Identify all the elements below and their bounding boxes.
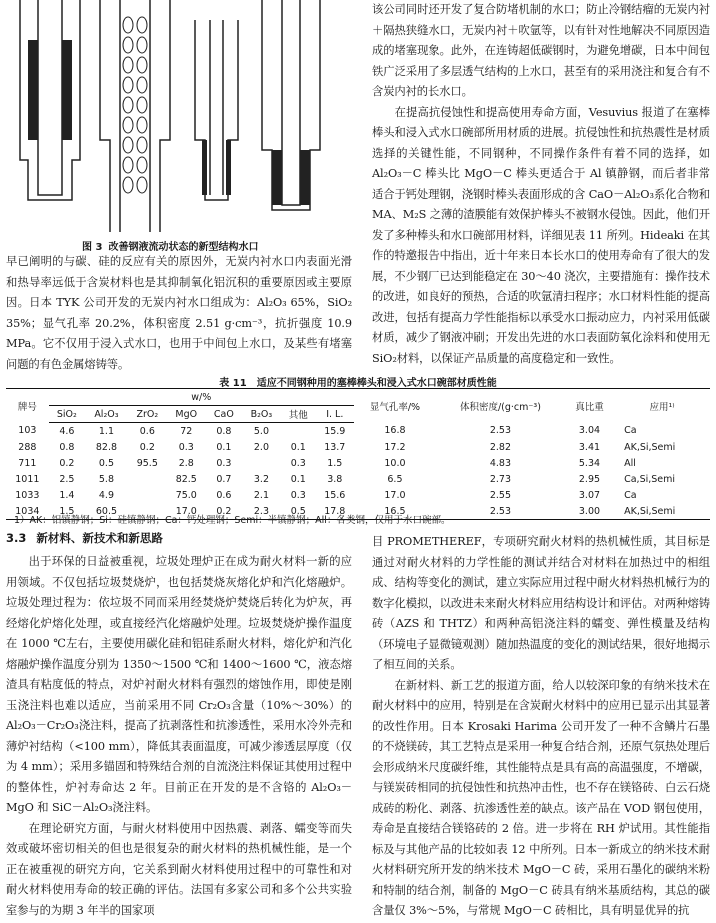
- table-cell: 4.6: [59, 425, 75, 437]
- header-b2o3: B₂O₃: [242, 406, 281, 423]
- table-cell: 0.2: [59, 457, 75, 469]
- table-title: 表 11 适应不同钢种用的塞棒棒头和浸入式水口碗部材质性能: [219, 378, 497, 389]
- header-density: 体积密度/(g·cm⁻³): [436, 389, 565, 423]
- table-cell: 2.0: [253, 441, 269, 453]
- table-cell: 5.8: [98, 473, 114, 485]
- header-sio2: SiO₂: [49, 406, 85, 423]
- table-cell: 1.1: [98, 425, 114, 437]
- figure-caption-text: 改善钢液流动状态的新型结构水口: [108, 242, 259, 253]
- table-row: [6, 423, 710, 440]
- section-number: 3.3: [6, 531, 27, 545]
- table-row: [6, 439, 710, 455]
- header-cao: CaO: [206, 406, 242, 423]
- table-cell: 0.3: [290, 489, 306, 501]
- table-row: [6, 455, 710, 471]
- table-cell: 2.53: [489, 425, 511, 437]
- paragraph: 该公司同时还开发了复合防堵机制的水口；防止冷钢结瘤的无炭内衬＋隔热狭缝水口，无炭内衬＋吹氩等，以有针对性地解决不同原因造成的堵塞现象。此外，在连铸超低碳钢时，为避免增碳，日本中间包铁广泛采用了多层透气结构的上水口，甚至有的采用浇注和复合有不含炭内衬的长水口。: [372, 3, 710, 98]
- header-other: 其他: [281, 406, 316, 423]
- table-cell: 0.5: [281, 503, 316, 520]
- table-cell: 2.73: [489, 473, 511, 485]
- figure-caption: [82, 238, 264, 253]
- table-cell: 17.2: [384, 441, 406, 453]
- table-cell: 103: [18, 425, 37, 437]
- table-cell: 288: [18, 441, 37, 453]
- table-cell: 82.5: [175, 473, 197, 485]
- table-cell: [242, 455, 281, 471]
- table-cell: 2.8: [178, 457, 194, 469]
- table-cell: AK,Si,Semi: [624, 441, 676, 453]
- table-footnote: 1）AK：铝镇静钢；Si：硅镇静钢；Ca：钙处理钢；Semi：半镇静钢；All：各类钢，仅用于水口碗部。: [14, 515, 451, 526]
- header-il: I. L.: [316, 406, 354, 423]
- table-cell: 0.3: [178, 441, 194, 453]
- table-cell: [281, 423, 316, 440]
- table-cell: 5.0: [253, 425, 269, 437]
- table-cell: 10.0: [384, 457, 406, 469]
- right-column-top: [372, 0, 710, 369]
- paragraph: 在提高抗侵蚀性和提高使用寿命方面，Vesuvius 报道了在塞棒棒头和浸入式水口碗部所用材质的进展。抗侵蚀性和抗热震性是材质选择的关键性能，不同钢种，不同操作条件有着不同的选择，如 Al₂O₃－C 棒头比 MgO－C 棒头更适合于 Al 镇静钢，而后者非常适合于钙处理钢，浇钢时棒头表面形成的含 CaO－Al₂O₃系化合物和 MA、M₂S 之薄的渣膜能有效保护棒头不被钢水侵蚀。因此，他们开发了多种棒头和水口碗部用材料，详细见表 11 所列。Hideaki 在其作的特邀报告中指出，近十年来日本长水口的使用寿命有了很大的发展，不少钢厂已达到能稳定在 30～40 浇次，主要措施有：操作技术的改进，如良好的预热，合适的吹氩清扫程序；水口材料性能的提高改进，包括有提高力学性能指标以承受水口振动应力，内衬采用低碳材质，减少了钢液冲刷；开发出先进的水口表面防氧化涂料和使用无 SiO₂材料，以保证产品质量的高度稳定和一致性。: [372, 105, 710, 365]
- table-cell: 5.34: [578, 457, 601, 469]
- table-cell: 1.4: [59, 489, 75, 501]
- header-al2o3: Al₂O₃: [85, 406, 128, 423]
- table-row: [6, 487, 710, 503]
- table-cell: [128, 471, 167, 487]
- nozzle-diagram: [10, 0, 355, 232]
- table-cell: 60.5: [85, 503, 128, 520]
- figure-number: 图 3: [82, 242, 103, 253]
- table-cell: 1.5: [327, 457, 343, 469]
- header-porosity: 显气孔率/%: [354, 389, 436, 423]
- paragraph: 在新材料、新工艺的报道方面，给人以较深印象的有纳米技术在耐火材料中的应用，特别是在含炭耐火材料中的应用已显示出其显著的改性作用。日本 Krosaki Harima 公司开发了一种不含鳞片石墨的不烧镁砖，其工艺特点是采用一种复合结合剂，还原气氛热处理后会形成纳米尺度碳纤维，其性能特点是具有高的高温强度，不增碳，与镁炭砖相同的抗侵蚀性和抗热冲击性，也不存在镁铬砖、白云石烧成砖的粉化、剥落、抗渗透性差的缺点。该产品在 VOD 钢包使用，寿命是直接结合镁铬砖的 2 倍。进一步将在 RH 炉试用。其性能指标及与其他产品的比较如表 12 中所列。日本一新成立的纳米技术耐火材料研究所开发的纳米技术 MgO－C 砖，采用石墨化的碳纳米粉和特制的结合剂，制备的 MgO－C 砖具有纳米基质结构，其总的碳含量仅 3%～5%，与常规 MgO－C 砖相比，具有明显优异的抗: [372, 678, 710, 917]
- table-cell: Ca: [624, 489, 637, 501]
- table-cell: 3.04: [578, 425, 601, 437]
- header-zro2: ZrO₂: [128, 406, 167, 423]
- table-cell: [128, 487, 167, 503]
- table-cell: 15.6: [324, 489, 346, 501]
- header-brand: 牌号: [6, 389, 49, 423]
- table-cell: 17.0: [384, 489, 406, 501]
- table-cell: 0.6: [216, 489, 232, 501]
- table-cell: 6.5: [387, 473, 403, 485]
- table-cell: 0.1: [290, 441, 306, 453]
- figure-3-drawing: [10, 0, 355, 232]
- table-cell: 15.9: [324, 425, 346, 437]
- table-cell: 711: [18, 457, 37, 469]
- table-cell: 2.82: [489, 441, 511, 453]
- table-cell: 2.53: [436, 503, 565, 520]
- section-title: 新材料、新技术和新思路: [36, 531, 163, 545]
- table-cell: 0.2: [206, 503, 242, 520]
- left-column-bottom: [6, 552, 352, 921]
- table-cell: 13.7: [324, 441, 346, 453]
- table-cell: 4.9: [98, 489, 114, 501]
- table-cell: 75.0: [175, 489, 197, 501]
- table-cell: 82.8: [95, 441, 118, 453]
- header-w-percent: w/%: [49, 389, 354, 406]
- material-table: [6, 388, 710, 520]
- paragraph: 在理论研究方面，与耐火材料使用中因热震、剥落、蠕变等而失效或破坏密切相关的但也是很复杂的耐火材料的热机械性能，是一个正在被重视的研究方向，它关系到耐火材料使用过程中的可靠性和对耐火材料使用寿命的较正确的评估。法国有多家公司和多个公共实验室参与的为期 3 年半的国家项: [6, 821, 352, 917]
- table-cell: 1034: [6, 503, 49, 520]
- table-cell: 2.95: [578, 473, 601, 485]
- table-cell: 0.2: [139, 441, 155, 453]
- table-cell: All: [624, 457, 636, 469]
- table-cell: 16.5: [354, 503, 436, 520]
- table-cell: 72: [180, 425, 193, 437]
- table-row: [6, 471, 710, 487]
- table-cell: 2.1: [253, 489, 269, 501]
- table-cell: 1.5: [49, 503, 85, 520]
- table-cell: 1011: [15, 473, 40, 485]
- right-column-bottom: [372, 532, 710, 922]
- table-cell: 16.8: [384, 425, 406, 437]
- header-mgo: MgO: [167, 406, 206, 423]
- table-cell: 3.07: [578, 489, 601, 501]
- table-cell: 2.55: [489, 489, 511, 501]
- table-cell: 3.41: [578, 441, 601, 453]
- table-cell: AK,Si,Semi: [614, 503, 710, 520]
- header-specific-gravity: 真比重: [565, 389, 614, 423]
- table-cell: Ca,Si,Semi: [624, 473, 676, 485]
- table-cell: 2.5: [59, 473, 75, 485]
- table-cell: 4.83: [489, 457, 511, 469]
- table-cell: 0.6: [139, 425, 155, 437]
- table-cell: 0.1: [290, 473, 306, 485]
- table-cell: 0.3: [216, 457, 232, 469]
- table-cell: 0.3: [290, 457, 306, 469]
- table-cell: 95.5: [136, 457, 158, 469]
- table-cell: 2.3: [242, 503, 281, 520]
- left-column-top: [6, 252, 352, 375]
- table-cell: Ca: [624, 425, 637, 437]
- paragraph: 目 PROMETHEREF，专项研究耐火材料的热机械性质，其目标是通过对耐火材料的力学性能的测试并结合对材料在加热过中的相组成、结构等变化的测试，建立实际应用过程中耐火材料热机械行为的数字化模拟，以改进未来耐火材料应用结构设计和评估。对两种熔铸砖（AZS 和 THTZ）和两种高铝浇注料的蠕变、弹性模量及结构（环境电子显微镜观测）随加热温度的变化的测试结果，很好地揭示了相互间的关系。: [372, 535, 710, 671]
- table-cell: 0.5: [98, 457, 114, 469]
- header-application: 应用¹⁾: [614, 389, 710, 423]
- table-cell: 17.8: [316, 503, 354, 520]
- table-cell: 0.8: [59, 441, 75, 453]
- paragraph: 早已阐明的与碳、硅的反应有关的原因外，无炭内衬水口内表面光滑和热导率远低于含炭材料也是其抑制氧化铝沉积的重要原因或主要原因。日本 TYK 公司开发的无炭内衬水口组成为：Al₂O₃ 65%，SiO₂ 35%；显气孔率 20.2%，体积密度 2.51 g·cm⁻³，抗折强度 10.9 MPa。它不仅用于浸入式水口，也用于中间包上水口，及某些有堵塞问题的有色金属熔铸等。: [6, 255, 352, 371]
- table-cell: 0.8: [216, 425, 232, 437]
- section-heading: [6, 530, 173, 546]
- table-cell: 3.8: [327, 473, 343, 485]
- table-cell: 1033: [15, 489, 40, 501]
- table-cell: 3.00: [565, 503, 614, 520]
- table-cell: 3.2: [253, 473, 269, 485]
- paragraph: 出于环保的日益被重视，垃圾处理炉正在成为耐火材料一新的应用领域。不仅包括垃圾焚烧炉，也包括焚烧灰熔化炉和汽化熔融炉。垃圾处理过程为：依垃圾不同而采用经焚烧炉焚烧后转化为炉灰，再经熔化炉熔化处理，或直接经汽化熔融炉处理。垃圾焚烧炉操作温度在 1000 ℃左右，主要使用碳化硅和铝硅系耐火材料，熔化炉和汽化熔融炉操作温度分别为 1350～1500 ℃和 1400～1600 ℃，液态熔渣具有粘度低的特点，对炉衬耐火材料有强烈的熔蚀作用，即使是刚玉浇注料也难以适应，当前采用不同 Cr₂O₃含量（10%～30%）的 Al₂O₃－Cr₂O₃浇注料，提高了抗剥落性和抗渗透性，采用水冷外壳和薄炉衬结构（<100 mm），降低其表面温度，可减少渗透层厚度（仅为 4 mm）；采用多锚固和特殊结合剂的自流浇注料保证其使用过程中的整体性，炉衬寿命达 2 年。目前正在开发的是不含铬的 Al₂O₃－MgO 和 SiC－Al₂O₃浇注料。: [6, 555, 352, 814]
- table-cell: 0.1: [216, 441, 232, 453]
- table-cell: 17.0: [167, 503, 206, 520]
- table-cell: 0.7: [216, 473, 232, 485]
